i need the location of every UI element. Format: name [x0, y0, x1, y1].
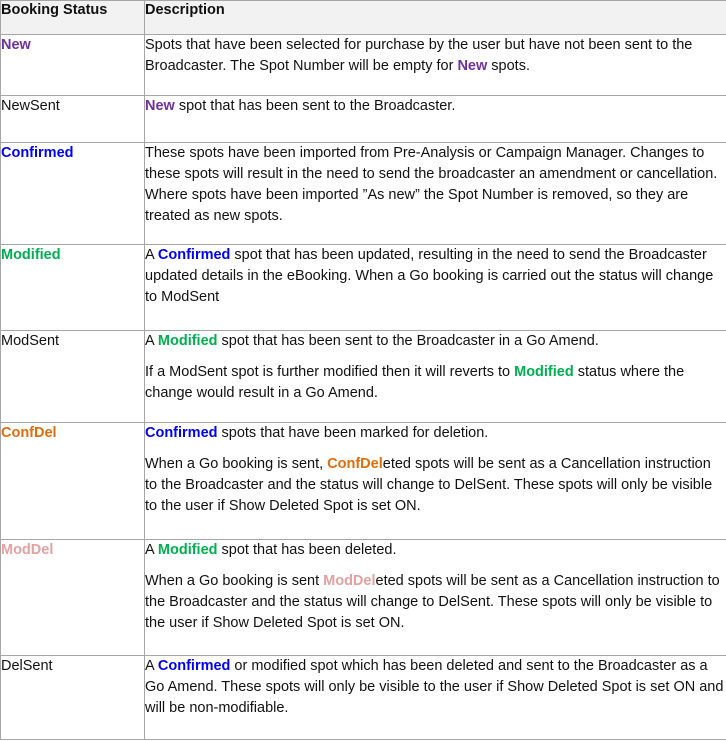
description-text: If a ModSent spot is further modified then it will reverts to [145, 364, 515, 380]
status-keyword: New [145, 98, 175, 114]
table-row [1, 96, 726, 143]
description-text: A [145, 658, 158, 674]
description-cell [145, 143, 726, 245]
status-cell-confdel: ConfDel [1, 423, 145, 540]
table-row [1, 331, 726, 423]
description-paragraph [145, 571, 726, 634]
description-paragraph [145, 423, 726, 444]
description-paragraph [145, 362, 726, 404]
description-text: status where the change would result in a Go Amend. [145, 364, 685, 401]
status-keyword: ConfDel [327, 456, 383, 472]
description-paragraph [145, 540, 726, 561]
table-row [1, 35, 726, 96]
status-keyword: ModDel [323, 573, 376, 589]
status-cell-modsent: ModSent [1, 331, 145, 423]
description-cell [145, 96, 726, 143]
table-row [1, 656, 726, 740]
status-keyword: Modified [157, 333, 218, 349]
description-text: When a Go booking is sent, [145, 456, 328, 472]
description-text: When a Go booking is sent [145, 573, 324, 589]
description-text: spot that has been sent to the Broadcaster in a Go Amend. [217, 333, 599, 349]
status-keyword: Confirmed [157, 658, 231, 674]
description-paragraph [145, 96, 726, 117]
table-row [1, 245, 726, 331]
description-text: Spots that have been selected for purchase by the user but have not been sent to the Broadcaster. The Spot Number will be empty for [145, 37, 693, 74]
table-row [1, 423, 726, 540]
description-cell [145, 423, 726, 540]
description-text: or modified spot which has been deleted and sent to the Broadcaster as a Go Amend. These spots will only be visible to the user if Show Deleted Spot is set ON and will be non-modifiable. [145, 658, 724, 716]
status-keyword: Modified [514, 364, 574, 380]
description-text: eted spots will be sent as a Cancellation instruction to the Broadcaster and the status will change to DelSent. These spots will only be visible to the user if Show Deleted Spot is set ON. [145, 456, 713, 514]
description-paragraph [145, 35, 726, 77]
status-cell-modified: Modified [1, 245, 145, 331]
status-keyword: Confirmed [145, 425, 218, 441]
status-keyword: Modified [157, 542, 218, 558]
description-paragraph [145, 656, 726, 719]
description-paragraph [145, 454, 726, 517]
description-cell [145, 331, 726, 423]
description-cell [145, 540, 726, 656]
description-text: spot that has been updated, resulting in the need to send the Broadcaster updated details in the eBooking. When a Go booking is carried out the status will change to ModSent [145, 247, 714, 305]
status-cell-confirmed: Confirmed [1, 143, 145, 245]
status-cell-newsent: NewSent [1, 96, 145, 143]
description-text: A [145, 247, 158, 263]
status-column-header: Booking Status [1, 1, 145, 35]
description-cell [145, 656, 726, 740]
table-row [1, 540, 726, 656]
status-keyword: New [457, 58, 488, 74]
description-paragraph [145, 143, 726, 227]
description-text: spots. [487, 58, 530, 74]
description-paragraph [145, 245, 726, 308]
description-text: A [145, 333, 158, 349]
description-text: A [145, 542, 158, 558]
description-text: spots that have been marked for deletion. [217, 425, 489, 441]
description-text: eted spots will be sent as a Cancellation instruction to the Broadcaster and the status will change to DelSent. These spots will only be visible to the user if Show Deleted Spot is set ON. [145, 573, 720, 631]
description-cell [145, 245, 726, 331]
description-paragraph [145, 331, 726, 352]
status-keyword: Confirmed [157, 247, 231, 263]
status-cell-new: New [1, 35, 145, 96]
description-cell [145, 35, 726, 96]
table-row [1, 143, 726, 245]
status-cell-moddel: ModDel [1, 540, 145, 656]
header-row [1, 1, 726, 35]
description-text: These spots have been imported from Pre-Analysis or Campaign Manager. Changes to these spots will result in the need to send the broadcaster an amendment or cancellation. Where spots have been imported ”As new” the Spot Number is removed, so they are treated as new spots. [145, 145, 718, 224]
description-column-header: Description [145, 1, 726, 35]
description-text: spot that has been deleted. [217, 542, 397, 558]
status-cell-delsent: DelSent [1, 656, 145, 740]
description-text: spot that has been sent to the Broadcaster. [174, 98, 456, 114]
